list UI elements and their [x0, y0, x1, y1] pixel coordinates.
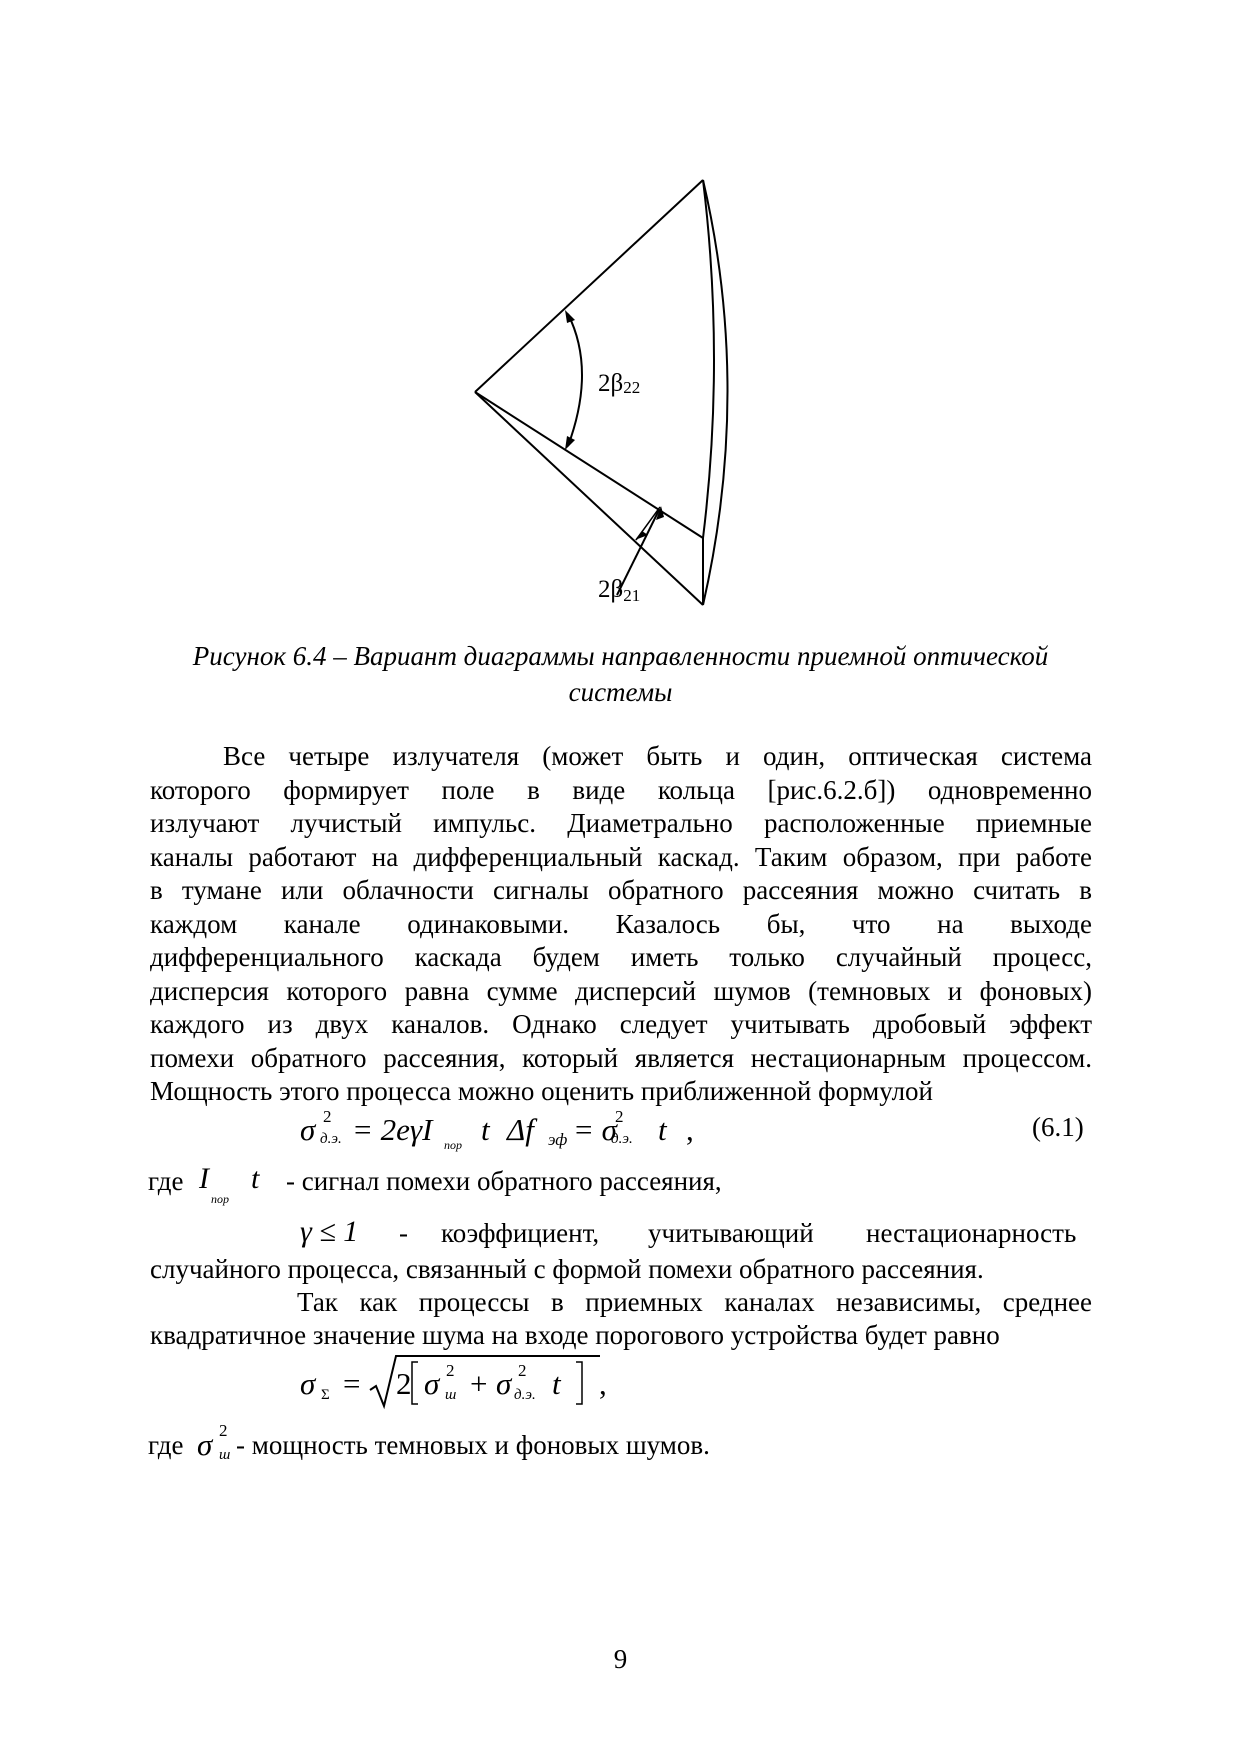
lower-ray-outer: [475, 392, 703, 605]
angle-pointer-lower: [617, 510, 659, 595]
f1-comma: ,: [686, 1112, 694, 1147]
where1-sub-por: пор: [211, 1192, 229, 1206]
f1-t: t: [481, 1112, 490, 1147]
f2-two: 2: [396, 1366, 412, 1401]
f2-sub-de: д.э.: [514, 1387, 536, 1403]
f2-sigma: σ: [300, 1366, 316, 1401]
where1-I: I: [199, 1162, 209, 1195]
gamma-word-2: учитывающий: [648, 1218, 814, 1248]
f2-comma: ,: [599, 1366, 607, 1401]
outer-arc: [703, 180, 728, 605]
f1-sub-de: д.э.: [320, 1131, 342, 1147]
where2-sup: 2: [219, 1421, 228, 1440]
upper-ray: [475, 180, 703, 392]
f2-radical: [368, 1352, 600, 1412]
paragraph-1-line-1: Все четыре излучателя (может быть и один, оптическая система: [223, 741, 1092, 771]
f1-sup: 2: [323, 1107, 332, 1126]
paragraph-1-line-6: каждом канале одинаковыми. Казалось бы, что на выходе: [150, 909, 1092, 939]
f2-sub-sum: Σ: [321, 1387, 330, 1403]
caption-line-2: системы: [568, 677, 673, 707]
inner-arc: [703, 180, 714, 538]
label-2beta21: 2β21: [598, 576, 641, 605]
equation-number: (6.1): [1032, 1112, 1084, 1142]
f1-sigma: σ: [300, 1112, 316, 1147]
f2-t: t: [552, 1366, 561, 1401]
caption-line-1: Рисунок 6.4 – Вариант диаграммы направленности приемной оптической: [192, 641, 1049, 671]
paragraph-2-line-1: Так как процессы в приемных каналах независимы, среднее: [297, 1287, 1092, 1317]
gamma-dash: -: [399, 1218, 408, 1248]
f1-eq2: = σ: [573, 1112, 617, 1147]
paragraph-1-line-4: каналы работают на дифференциальный каскад. Таким образом, при работе: [150, 842, 1092, 872]
figure-caption: [140, 638, 1101, 710]
f1-delta-f: Δf: [507, 1112, 534, 1147]
paragraph-1-line-7: дифференциального каскада будем иметь только случайный процесс,: [150, 942, 1092, 972]
gamma-word-1: коэффициент,: [441, 1218, 600, 1248]
f1-t2: t: [658, 1112, 667, 1147]
paragraph-2-line-2: квадратичное значение шума на входе порогового устройства будет равно: [150, 1320, 1000, 1350]
f2-sigma-de: σ: [496, 1366, 512, 1401]
paragraph-1-line-10: помехи обратного рассеяния, который является нестационарным процессом.: [150, 1043, 1092, 1073]
page-number: 9: [613, 1644, 628, 1674]
f1-sub-de-2: д.э.: [611, 1131, 633, 1147]
paragraph-1-line-5: в тумане или облачности сигналы обратного рассеяния можно считать в: [150, 875, 1092, 905]
f1-eq: = 2eγI: [352, 1112, 433, 1147]
gamma-word-3: нестационарность: [866, 1218, 1077, 1248]
f2-plus: +: [470, 1366, 488, 1401]
gamma-line-2: случайного процесса, связанный с формой помехи обратного рассеяния.: [150, 1254, 984, 1284]
where1-gde: где: [148, 1166, 184, 1196]
arrowhead-upper: [565, 310, 575, 323]
paragraph-1-line-11: Мощность этого процесса можно оценить приближенной формулой: [150, 1076, 933, 1106]
arrowhead-lower: [565, 436, 575, 450]
paragraph-1-line-9: каждого из двух каналов. Однако следует учитывать дробовый эффект: [150, 1009, 1092, 1039]
lower-ray-inner: [475, 392, 703, 538]
f1-sub-por: пор: [444, 1138, 462, 1152]
f2-sup-1: 2: [446, 1361, 455, 1380]
f2-sigma-sh: σ: [424, 1366, 440, 1401]
f2-sub-sh: ш: [445, 1387, 457, 1403]
where2-gde: где: [148, 1430, 184, 1460]
f1-sub-ef: эф: [548, 1130, 568, 1149]
where1-desc: - сигнал помехи обратного рассеяния,: [286, 1166, 722, 1196]
paragraph-1-line-8: дисперсия которого равна сумме дисперсий шумов (темновых и фоновых): [150, 976, 1092, 1006]
where2-desc: - мощность темновых и фоновых шумов.: [236, 1430, 710, 1460]
f1-sup-2: 2: [615, 1107, 624, 1126]
where1-t: t: [251, 1162, 260, 1195]
f2-sup-2: 2: [518, 1361, 527, 1380]
gamma-expr: γ ≤ 1: [300, 1215, 359, 1248]
f2-eq: =: [343, 1366, 361, 1401]
angle-arc-upper: [568, 314, 582, 446]
paragraph-1-line-2: которого формирует поле в виде кольца [рис.6.2.б]) одновременно: [150, 775, 1092, 805]
directivity-diagram: [0, 0, 1241, 640]
where2-sigma: σ: [197, 1427, 213, 1462]
where2-sub-sh: ш: [219, 1447, 231, 1463]
label-2beta22: 2β22: [598, 370, 641, 397]
paragraph-1-line-3: излучают лучистый импульс. Диаметрально расположенные приемные: [150, 808, 1092, 838]
